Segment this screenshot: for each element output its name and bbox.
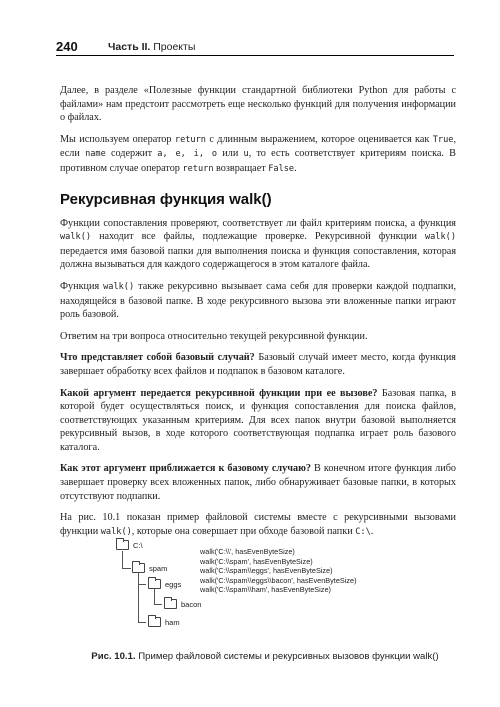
folder-label: eggs <box>165 579 182 589</box>
code-return: return <box>182 163 214 174</box>
tree-connector <box>122 568 131 569</box>
paragraph-base-case <box>60 351 456 378</box>
paragraph-approach <box>60 462 456 503</box>
text-run: передается имя базовой папки для выполнения поиска и функция сопоставления, которая должна вызываться для каждого содержащегося в этом каталоге файла. <box>60 245 456 271</box>
folder-eggs <box>148 579 181 589</box>
folder-spam <box>132 563 167 573</box>
text-run: также рекурсивно вызывает сама себя для проверки каждой подпапки, находящейся в базовой папке. В ходе рекурсивного вызова эти вложенные папки играют роль базовой. <box>60 280 456 321</box>
folder-icon <box>164 599 177 609</box>
text-run: содержит <box>105 148 158 160</box>
code-walk: walk() <box>103 281 135 292</box>
walk-call: walk('C:\\spam\\ham', hasEvenByteSize) <box>200 585 331 595</box>
answer-base-case: Базовый случай имеет место, когда функция завершает обработку всех файлов и подпапок в базовом каталоге. <box>60 352 456 377</box>
folder-icon <box>132 563 145 573</box>
part-label: Часть II. <box>108 41 151 53</box>
figure-caption <box>85 651 445 662</box>
text-run: . <box>370 525 374 537</box>
heading-text: Рекурсивная функция <box>60 190 230 208</box>
folder-bacon <box>164 599 201 609</box>
tree-connector <box>138 622 146 623</box>
question-approach: Как этот аргумент приближается к базовому случаю? <box>60 463 311 475</box>
question-argument: Какой аргумент передается рекурсивной функции при ее вызове? <box>60 387 378 399</box>
answer-argument: Базовая папка, в которой будет осуществляться поиск, и функция сопоставления для поиска файлов, соответствующих указанным критериям. Для всех папок внутри базовой выполняется рекурсивный вызов, в ходе которого соответствующая подпапка играет роль базового каталога. <box>60 387 457 453</box>
paragraph-return <box>60 133 456 177</box>
code-false: False <box>268 163 295 174</box>
paragraph-intro: Далее, в разделе «Полезные функции стандартной библиотеки Python для работы с файлами» нам предстоит рассмотреть еще несколько функций для получения информации о файлах. <box>60 85 456 124</box>
question-base-case: Что представляет собой базовый случай? <box>60 352 255 364</box>
running-head <box>108 41 195 53</box>
paragraph-three-questions: Ответим на три вопроса относительно текущей рекурсивной функции. <box>60 330 368 342</box>
walk-call: walk('C:\\spam\\eggs\\bacon', hasEvenByteSize) <box>200 575 357 585</box>
code-walk: walk() <box>60 232 92 243</box>
text-run: Функции сопоставления проверяют, соответствует ли файл критериям поиска, а функция <box>60 217 456 229</box>
paragraph-argument <box>60 387 456 455</box>
paragraph-match-functions <box>60 217 456 272</box>
folder-icon <box>148 579 161 589</box>
code-name: name <box>85 149 106 160</box>
text-run: или <box>217 148 244 160</box>
text-run: , которые она совершает при обходе базовой папки <box>131 525 356 537</box>
folder-label: ham <box>165 617 180 627</box>
page-number: 240 <box>56 39 78 54</box>
caption-text: Пример файловой системы и рекурсивных вызовов функции walk() <box>135 651 439 662</box>
code-true: True <box>432 134 454 145</box>
walk-call: walk('C:\\spam', hasEvenByteSize) <box>200 556 313 566</box>
page-content <box>60 84 456 547</box>
heading-code: walk() <box>229 190 272 208</box>
code-walk: walk() <box>424 232 456 243</box>
text-run: , то есть соответствует критериям поиска. В противном случае оператор <box>60 148 456 174</box>
folder-icon <box>116 540 129 550</box>
text-run: Функция <box>60 280 104 292</box>
answer-approach: В конечном итоге функция либо завершает проверку всех вложенных папок, либо обнаруживает базовые папки, в которых отсутствуют подпапки. <box>60 463 456 502</box>
tree-connector <box>138 584 146 585</box>
walk-call-list <box>200 547 357 595</box>
text-run: возвращает <box>213 162 269 174</box>
text-run: Мы используем оператор <box>60 133 175 145</box>
folder-icon <box>148 617 161 627</box>
paragraph-recursion <box>60 280 456 322</box>
folder-label: spam <box>149 563 168 573</box>
part-title: Проекты <box>150 41 196 53</box>
code-walk: walk() <box>100 526 132 537</box>
code-u: u <box>243 149 249 160</box>
text-run: , если <box>60 133 456 160</box>
text-run: с длинным выражением, которое оценивается как <box>205 133 433 145</box>
tree-connector <box>122 551 123 569</box>
folder-label: C:\ <box>133 540 143 550</box>
caption-label: Рис. 10.1. <box>91 651 136 662</box>
code-return: return <box>174 134 206 145</box>
walk-call: walk('C:\\', hasEvenByteSize) <box>200 547 295 556</box>
folder-label: bacon <box>181 599 202 609</box>
code-vowels: a, e, i, o <box>157 149 218 160</box>
figure-10-1 <box>60 534 456 674</box>
walk-call: walk('C:\\spam\\eggs', hasEvenByteSize) <box>200 566 333 576</box>
code-drive: C:\ <box>355 526 371 537</box>
section-heading <box>60 191 456 208</box>
text-run: . <box>294 162 297 174</box>
folder-c-root <box>116 540 143 550</box>
text-run: На рис. 10.1 показан пример файловой системы вместе с рекурсивными вызовами функции <box>60 512 456 537</box>
tree-connector <box>138 573 139 623</box>
tree-connector <box>154 589 155 605</box>
tree-connector <box>154 604 162 605</box>
folder-ham <box>148 617 180 627</box>
page-header <box>56 38 454 56</box>
text-run: находит все файлы, подлежащие проверке. Рекурсивной функции <box>91 231 425 243</box>
